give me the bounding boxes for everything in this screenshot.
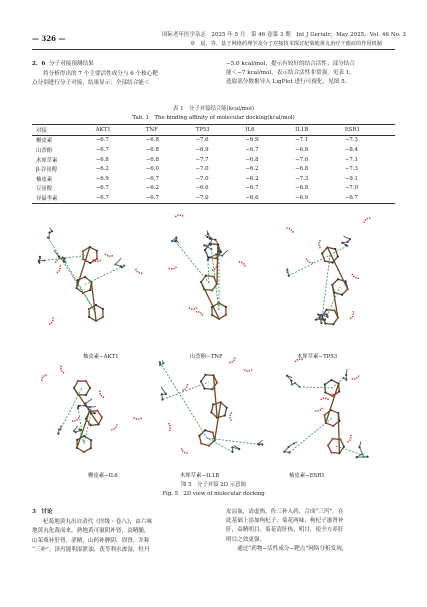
column-header: IL6 — [245, 125, 295, 136]
ligand-atom — [96, 250, 98, 252]
hydrogen-bond — [175, 241, 209, 283]
column-header: TNF — [146, 125, 196, 136]
docking-caption: 柚皮素−AKT1 — [83, 354, 119, 360]
hydrophobic-contact-arc — [133, 417, 142, 419]
energy-cell: −6.7 — [146, 193, 196, 203]
energy-cell: −7.6 — [195, 137, 209, 144]
hydrophobic-contact-arc — [346, 435, 350, 443]
energy-cell: −6.8 — [145, 156, 159, 163]
ligand-atom — [83, 435, 85, 437]
ligand-atom — [324, 391, 326, 393]
ligand-atom — [338, 390, 340, 392]
ligand-atom — [324, 322, 326, 324]
ligand-atom — [204, 374, 206, 376]
compound-cell: 异鼠李素 — [32, 193, 96, 203]
compound-cell: 木犀草素 — [36, 157, 58, 164]
ligand-atom — [343, 446, 345, 448]
ligand-atom — [83, 451, 85, 453]
column-header: 对接 — [32, 125, 96, 136]
hydrogen-bond — [207, 438, 232, 452]
hydrogen-bond — [330, 246, 347, 255]
hydrophobic-contact-arc — [349, 311, 353, 319]
ligand-atom — [323, 414, 325, 416]
table-header-row — [32, 125, 395, 136]
compound-cell: β-谷甾醇 — [36, 167, 58, 174]
ligand-atom — [225, 306, 227, 308]
ligand-atom — [215, 257, 217, 259]
ligand-atom — [224, 414, 226, 416]
ligand-atom — [85, 380, 87, 382]
ligand-atom — [88, 308, 90, 310]
energy-cell: −6.6 — [245, 193, 295, 203]
ligand-atom — [82, 258, 84, 260]
article-line: 章 晨，等．基于网络药理学及分子对接技术探讨杞菊地黄丸治疗干眼症的作用机制 — [190, 41, 382, 47]
ligand-atom — [82, 250, 84, 252]
ligand-atom — [76, 439, 78, 441]
column-header: ESR1 — [345, 125, 395, 136]
hydrogen-bond — [300, 387, 332, 388]
ligand-atom — [205, 275, 207, 277]
ligand-bond — [326, 384, 339, 423]
ligand-atom — [324, 260, 326, 262]
table-title-cn: 表 1 分子对接结合能(kcal/mol) — [173, 106, 254, 112]
ligand-atom — [89, 387, 91, 389]
hydrophobic-contact-arc — [136, 268, 143, 274]
energy-cell: −7.1 — [295, 137, 309, 144]
paragraph-line: 明目之效更强。 — [226, 536, 266, 543]
ligand-atom — [337, 278, 339, 280]
paragraph-line: 能＜−7 kcal/mol，表示结合活性非常强，见表 1。 — [226, 70, 355, 77]
section-2-6-right — [226, 60, 398, 88]
energy-cell: −6.8 — [295, 146, 309, 153]
ligand-atom — [330, 379, 332, 381]
hydrophobic-contact-arc — [181, 384, 187, 390]
hydrogen-bond — [321, 255, 330, 323]
ligand-atom — [84, 276, 86, 278]
ligand-atom — [102, 316, 104, 318]
energy-cell: −6.7 — [95, 185, 109, 192]
column-header: IL1B — [295, 125, 345, 136]
column-header: AKT1 — [96, 125, 146, 136]
hydrogen-bond — [65, 262, 96, 313]
hydrophobic-contact-arc — [319, 239, 321, 248]
hydrophobic-contact-arc — [321, 398, 330, 400]
figure-caption-cn: 图 5 分子对接 2D 示意图 — [181, 482, 246, 488]
energy-cell: −6.9 — [295, 193, 345, 203]
paragraph-line: “三补”。泽泻能利湿泄浊，茯苓利水渗湿，牡丹 — [32, 546, 150, 553]
hydrophobic-contact-arc — [352, 273, 359, 278]
hydrophobic-contact-arc — [42, 375, 48, 381]
paragraph-line: 将分析得出的 7 个主要活性成分与 6 个核心靶 — [43, 71, 158, 78]
hydrophobic-contact-arc — [48, 318, 53, 325]
ligand-atom — [330, 451, 332, 453]
ligand-atom — [332, 425, 334, 427]
ligand-atom — [211, 289, 213, 291]
ligand-atom — [90, 447, 92, 449]
hydrophobic-contact-arc — [105, 253, 113, 256]
ligand-atom — [77, 380, 79, 382]
paragraph-line: 杞菊地黄丸出自清代《医级・卷八》，由六味 — [43, 519, 153, 526]
hydrophobic-contact-arc — [61, 365, 64, 373]
hydrophobic-contact-arc — [243, 369, 252, 371]
energy-cell: −7.1 — [344, 156, 358, 163]
residue-bond — [359, 447, 362, 454]
energy-cell: −7.0 — [195, 175, 209, 182]
energy-cell: −6.7 — [95, 137, 109, 144]
energy-cell: −7.0 — [196, 193, 246, 203]
ligand-atom — [211, 314, 213, 316]
paragraph-line: 地黄丸化裁而来。熟地黄可滋阴补肾，益精髓， — [32, 528, 150, 535]
section-3-right — [226, 508, 398, 554]
figure-caption-en: Fig. 5 2D view of molecular docking — [162, 491, 265, 497]
hydrogen-bond — [84, 266, 124, 285]
energy-cell: −6.8 — [295, 185, 309, 192]
energy-cell: −6.7 — [245, 146, 259, 153]
ligand-atom — [211, 388, 213, 390]
paragraph-line: 皮凉血，清虚热，佐三补入药，合成“三泻”。在 — [226, 509, 344, 515]
page-number: — 326 — — [32, 34, 66, 43]
compound-cell: 山柰酚 — [36, 147, 53, 154]
ligand-atom — [198, 435, 200, 437]
heading-number: 2．6 — [32, 61, 46, 67]
ligand-atom — [324, 383, 326, 385]
table-title-en: Tab. 1 The binding affinity of molecular docking(kcal/mol) — [132, 115, 295, 121]
paragraph-line: −5.0 kcal/mol，提示有较好的结合活性；部分结合 — [226, 61, 355, 67]
ligand-atom — [200, 380, 202, 382]
energy-cell: −6.0 — [145, 166, 159, 173]
hydrophobic-contact-arc — [314, 408, 322, 411]
ligand-atom — [331, 261, 333, 263]
energy-cell: −6.7 — [345, 193, 395, 203]
ligand-atom — [212, 431, 214, 433]
ligand-atom — [90, 424, 92, 426]
hydrophobic-contact-arc — [71, 417, 79, 421]
ligand-atom — [339, 438, 341, 440]
ligand-bond — [327, 247, 347, 289]
ligand-atom — [89, 289, 91, 291]
energy-cell: −6.2 — [95, 166, 109, 173]
energy-cell: −6.7 — [95, 146, 109, 153]
energy-cell: −6.7 — [96, 193, 146, 203]
energy-cell: −6.2 — [245, 175, 259, 182]
hydrophobic-contact-arc — [196, 312, 203, 317]
docking-caption: 木犀草素−IL1B — [180, 473, 220, 479]
ligand-atom — [90, 439, 92, 441]
ligand-atom — [334, 248, 336, 250]
docking-caption: 槲皮素−IL6 — [88, 473, 118, 479]
ligand-atom — [88, 316, 90, 318]
ligand-atom — [225, 314, 227, 316]
table-row — [32, 155, 395, 165]
energy-cell: −8.4 — [344, 146, 358, 153]
hydrophobic-contact-arc — [100, 390, 104, 398]
energy-cell: −7.6 — [295, 156, 309, 163]
ligand-bond — [91, 282, 96, 321]
heading-text: 讨论 — [41, 509, 53, 515]
section-heading — [32, 60, 212, 69]
energy-cell: −7.3 — [344, 137, 358, 144]
table-row — [32, 174, 395, 184]
ligand-atom — [210, 411, 212, 413]
energy-cell: −7.0 — [195, 166, 209, 173]
ligand-atom — [332, 323, 334, 325]
heading-number: 3 — [32, 509, 36, 515]
hydrophobic-contact-arc — [239, 262, 245, 268]
ligand-atom — [85, 394, 87, 396]
residue-bond — [222, 250, 228, 256]
energy-cell: −6.9 — [195, 146, 209, 153]
ligand-atom — [326, 309, 328, 311]
ligand-atom — [96, 258, 98, 260]
ligand-atom — [321, 252, 323, 254]
hydrogen-bond — [289, 255, 330, 276]
compound-cell: 槲皮素 — [36, 138, 53, 145]
hydrophobic-contact-arc — [168, 423, 170, 432]
ligand-atom — [226, 407, 228, 409]
table-row — [32, 184, 395, 194]
energy-cell: −6.9 — [245, 137, 259, 144]
energy-cell: −6.8 — [245, 156, 259, 163]
energy-cell: −6.6 — [195, 185, 209, 192]
ligand-atom — [216, 382, 218, 384]
table-row — [32, 164, 395, 174]
energy-cell: −6.7 — [245, 185, 259, 192]
ligand-atom — [327, 444, 329, 446]
ligand-atom — [204, 249, 206, 251]
energy-cell: −9.1 — [344, 175, 358, 182]
paragraph-line: 此基础上添加枸杞子、菊花两味，枸杞子滋肾补 — [226, 518, 344, 525]
ligand-atom — [95, 304, 97, 306]
paragraph-line: 肝，益精明目，菊花清肝热，明目，使全方养肝 — [226, 527, 344, 534]
ligand-atom — [101, 416, 103, 418]
table-row — [32, 135, 395, 145]
ligand-atom — [102, 308, 104, 310]
ligand-atom — [337, 255, 339, 257]
header-rule — [32, 49, 395, 50]
section-3-left — [32, 508, 212, 555]
energy-cell: −6.8 — [295, 166, 309, 173]
ligand-atom — [89, 262, 91, 264]
hydrophobic-contact-arc — [306, 257, 313, 262]
docking-caption: 木犀草素−TP53 — [297, 354, 338, 360]
ligand-atom — [332, 438, 334, 440]
ligand-atom — [96, 410, 98, 412]
energy-cell: −7.7 — [195, 156, 209, 163]
hydrophobic-contact-arc — [230, 412, 232, 421]
hydrophobic-contact-arc — [175, 215, 184, 217]
docking-caption: 山柰酚−TNF — [190, 354, 223, 360]
energy-cell: −6.7 — [145, 175, 159, 182]
hydrogen-bond — [163, 382, 209, 399]
table-row — [32, 193, 395, 203]
paragraph-line: 通过“药物−活性成分−靶点”网络分析发现， — [226, 545, 348, 552]
docking-caption: 柚皮素−ESR1 — [289, 473, 325, 479]
ligand-bond — [215, 402, 221, 440]
energy-cell: −6.8 — [95, 156, 109, 163]
compound-cell: 豆甾醇 — [36, 186, 53, 193]
hydrogen-bond — [208, 260, 209, 283]
table-row — [32, 145, 395, 155]
ligand-atom — [341, 294, 343, 296]
energy-cell: −7.3 — [295, 175, 309, 182]
ligand-atom — [200, 442, 202, 444]
section-2-6-left — [32, 60, 212, 89]
energy-cell: −6.8 — [145, 137, 159, 144]
ligand-atom — [203, 388, 205, 390]
paragraph-line: 点分别进行分子对接，结果显示：全部结合能＜ — [32, 80, 150, 87]
hydrophobic-contact-arc — [228, 357, 235, 362]
residue-bond — [85, 399, 92, 404]
ligand-atom — [204, 429, 206, 431]
paragraph-line: 山茱萸补肝肾，涩精，山药补脾阴、固肾，并称 — [32, 537, 150, 544]
hydrophobic-contact-arc — [351, 376, 359, 379]
energy-cell: −7.0 — [344, 185, 358, 192]
residue-bond — [161, 387, 166, 394]
compound-cell: 柚皮素 — [36, 176, 53, 183]
ligand-ring — [322, 310, 338, 324]
hydrogen-bond — [290, 418, 332, 452]
hydrophobic-contact-arc — [188, 307, 197, 309]
hydrophobic-contact-arc — [364, 218, 371, 223]
ligand-bond — [217, 245, 218, 284]
binding-affinity-table — [32, 124, 395, 204]
energy-cell: −6.9 — [95, 175, 109, 182]
hydrogen-bond — [58, 388, 82, 434]
ligand-atom — [212, 403, 214, 405]
hydrophobic-contact-arc — [56, 266, 61, 273]
column-header: TP53 — [196, 125, 246, 136]
section-heading — [32, 508, 212, 517]
ligand-atom — [333, 309, 335, 311]
energy-cell: −7.3 — [344, 166, 358, 173]
energy-cell: −6.8 — [145, 146, 159, 153]
energy-cell: −6.2 — [145, 185, 159, 192]
hydrophobic-contact-arc — [286, 228, 293, 233]
journal-line: 国际老年医学杂志 2025 年 5 月 第 46 卷第 3 期 Int J Geriatr，May 2025，Vol. 46 No. 3 — [162, 32, 407, 38]
hydrophobic-contact-arc — [110, 424, 117, 429]
docking-figure — [32, 213, 395, 475]
heading-text: 分子对接预测结果 — [48, 61, 94, 67]
paragraph-line: 选取部分数据导入 LigPlot 进行可视化，见图 5。 — [226, 79, 351, 86]
hydrogen-bond — [160, 362, 207, 438]
ligand-atom — [208, 445, 210, 447]
hydrophobic-contact-arc — [211, 264, 217, 270]
hydrophobic-contact-arc — [181, 447, 187, 453]
energy-cell: −6.2 — [245, 166, 259, 173]
residue-bond — [115, 258, 121, 264]
ligand-atom — [220, 251, 222, 253]
hydrophobic-contact-arc — [168, 267, 177, 269]
